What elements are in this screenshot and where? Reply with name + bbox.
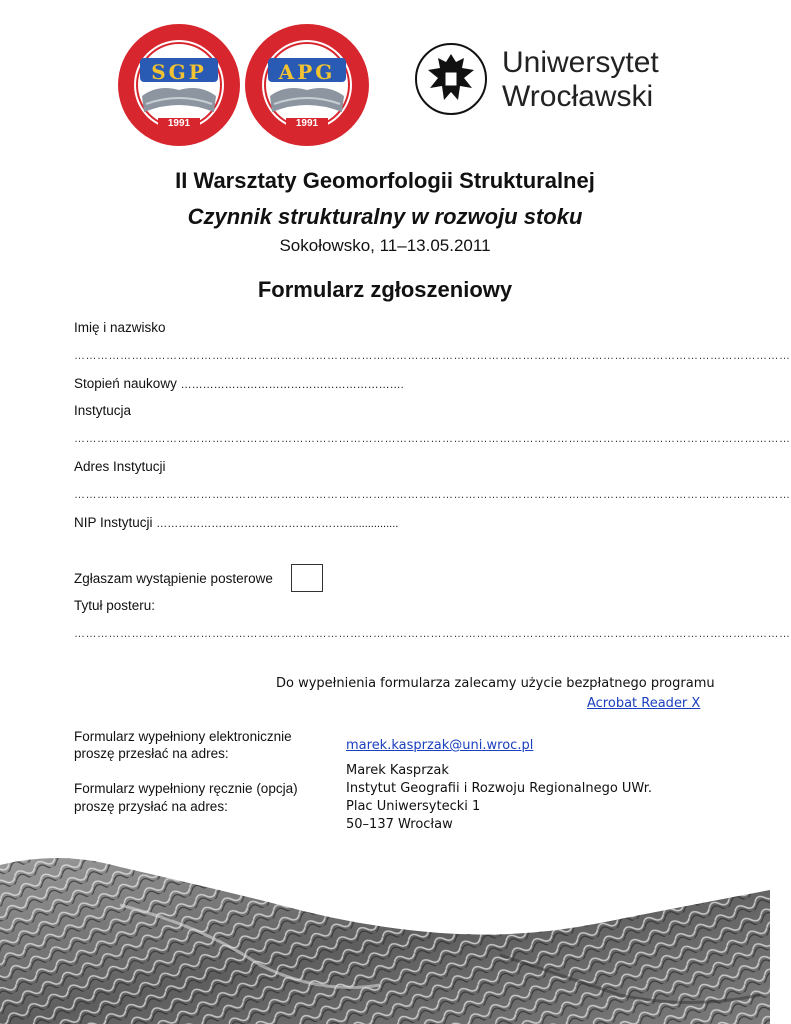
degree-row [74, 376, 404, 391]
address-street: Plac Uniwersytecki 1 [346, 799, 481, 814]
university-name-line1: Uniwersytet [502, 46, 659, 79]
electronic-instruction-2: proszę przesłać na adres: [74, 746, 229, 761]
university-name-line2: Wrocławski [502, 80, 654, 113]
apg-letters: APG [278, 60, 336, 84]
name-label: Imię i nazwisko [74, 320, 166, 335]
poster-label: Zgłaszam wystąpienie posterowe [74, 571, 273, 586]
apg-year: 1991 [295, 118, 319, 129]
recommendation-note: Do wypełnienia formularza zalecamy użycie bezpłatnego programu [276, 676, 715, 691]
degree-field[interactable]: ……………………………………………………. [180, 379, 404, 391]
poster-checkbox[interactable] [291, 564, 323, 592]
page-subtitle: Czynnik strukturalny w rozwoju stoku [187, 204, 583, 229]
apg-logo [245, 24, 369, 146]
address-name: Marek Kasprzak [346, 763, 449, 778]
manual-instruction-2: proszę przysłać na adres: [74, 799, 228, 814]
email-link[interactable]: marek.kasprzak@uni.wroc.pl [346, 738, 534, 753]
page-title: II Warsztaty Geomorfologii Strukturalnej [175, 168, 595, 193]
eagle-emblem-icon [414, 42, 488, 116]
electronic-instruction-1: Formularz wypełniony elektronicznie [74, 729, 292, 744]
poster-title-field[interactable]: ………………………………………………………………………………………………………………………………….………………………………… [74, 628, 791, 640]
nip-field[interactable]: …………………………………………….................. [156, 518, 399, 530]
manual-instruction-1: Formularz wypełniony ręcznie (opcja) [74, 781, 298, 796]
sgp-logo [118, 24, 240, 146]
address-label: Adres Instytucji [74, 459, 166, 474]
place-date: Sokołowsko, 11–13.05.2011 [279, 236, 491, 255]
university-logo [414, 42, 674, 122]
institution-field[interactable]: ………………………………………………………………………………………………………………………………….………………………………… [74, 433, 791, 445]
institution-label: Instytucja [74, 403, 132, 418]
address-city: 50–137 Wrocław [346, 817, 453, 832]
sgp-year: 1991 [167, 118, 191, 129]
nip-label: NIP Instytucji [74, 515, 153, 530]
poster-title-label: Tytuł posteru: [74, 598, 156, 613]
name-field[interactable]: ………………………………………………………………………………………………………………………………….………………………………… [74, 350, 791, 362]
address-institute: Instytut Geografii i Rozwoju Regionalnego UWr. [346, 781, 652, 796]
address-field[interactable]: ………………………………………………………………………………………………………………………………….………………………………… [74, 489, 791, 501]
nip-row [74, 515, 398, 530]
sgp-letters: SGP [151, 60, 207, 84]
degree-label: Stopień naukowy [74, 376, 177, 391]
form-title: Formularz zgłoszeniowy [257, 277, 513, 302]
terrain-relief-image [0, 845, 770, 1024]
acrobat-reader-link[interactable]: Acrobat Reader X [587, 696, 701, 711]
